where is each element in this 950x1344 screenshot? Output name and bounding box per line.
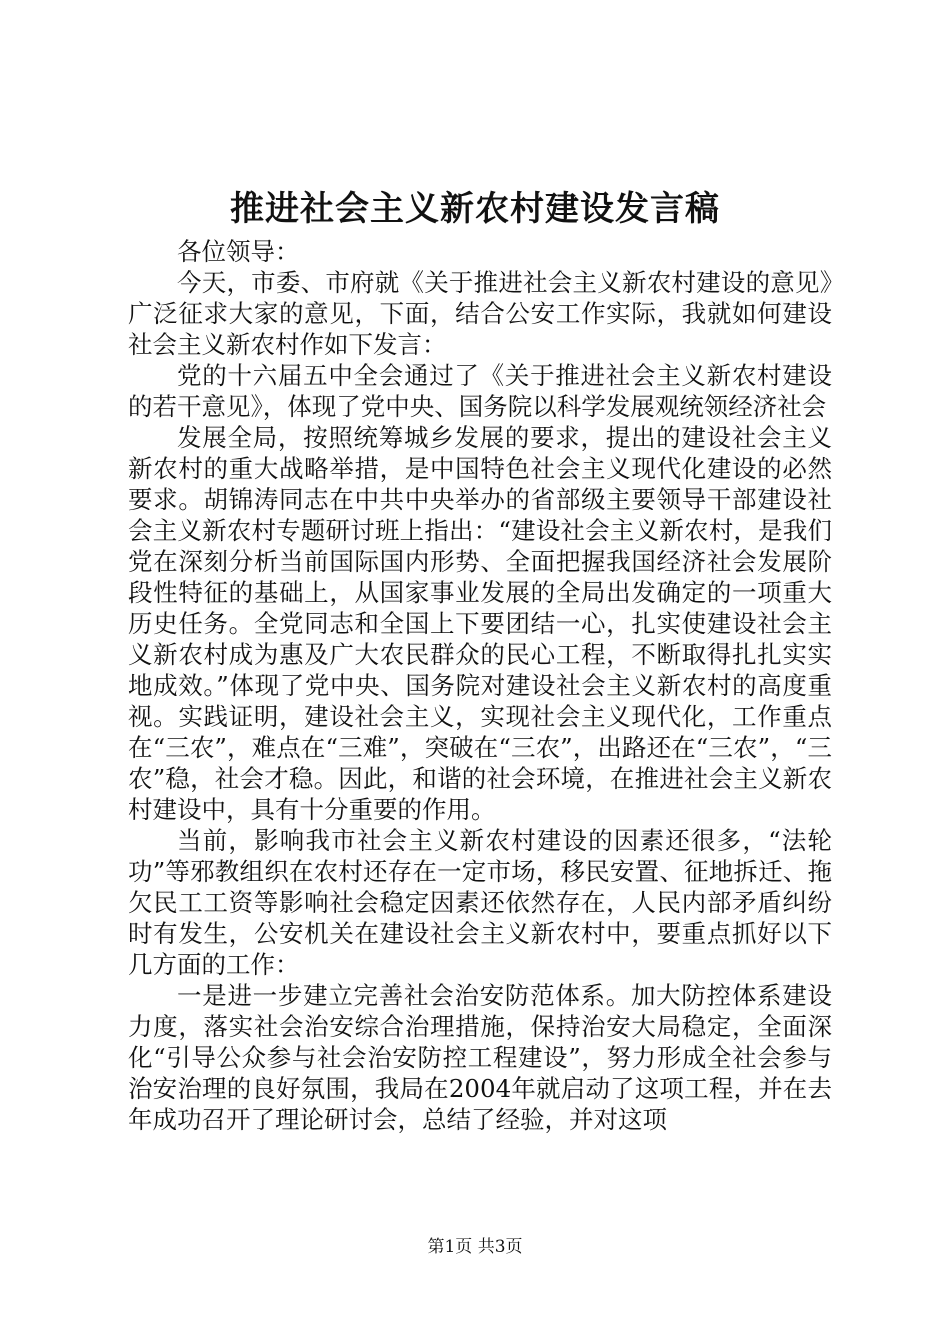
document-body [128, 236, 832, 1135]
page-number-footer: 第1页 共3页 [427, 1237, 523, 1257]
paragraph-party-plenum: 党的十六届五中全会通过了《关于推进社会主义新农村建设的若干意见》，体现了党中央、国务院以科学发展观统领经济社会 [128, 361, 832, 421]
paragraph-development: 发展全局，按照统筹城乡发展的要求，提出的建设社会主义新农村的重大战略举措，是中国特色社会主义现代化建设的必然要求。胡锦涛同志在中共中央举办的省部级主要领导干部建设社会主义新农村专题研讨班上指出：“建设社会主义新农村，是我们党在深刻分析当前国际国内形势、全面把握我国经济社会发展阶段性特征的基础上，从国家事业发展的全局出发确定的一项重大历史任务。全党同志和全国上下要团结一心，扎实使建设社会主义新农村成为惠及广大农民群众的民心工程，不断取得扎扎实实地成效。”体现了党中央、国务院对建设社会主义新农村的高度重视。实践证明，建设社会主义，实现社会主义现代化，工作重点在“三农”，难点在“三难”，突破在“三农”，出路还在“三农”，“三农”稳，社会才稳。因此，和谐的社会环境，在推进社会主义新农村建设中，具有十分重要的作用。 [128, 423, 832, 824]
paragraph-first-point: 一是进一步建立完善社会治安防范体系。加大防控体系建设力度，落实社会治安综合治理措施，保持治安大局稳定，全面深化“引导公众参与社会治安防控工程建设”，努力形成全社会参与治安治理的良好氛围，我局在2004年就启动了这项工程，并在去年成功召开了理论研讨会，总结了经验，并对这项 [128, 981, 832, 1134]
document-title: 推进社会主义新农村建设发言稿 [230, 189, 720, 229]
paragraph-intro: 今天，市委、市府就《关于推进社会主义新农村建设的意见》广泛征求大家的意见，下面，结合公安工作实际，我就如何建设社会主义新农村作如下发言： [128, 268, 832, 359]
paragraph-current-factors: 当前，影响我市社会主义新农村建设的因素还很多，“法轮功”等邪教组织在农村还存在一定市场，移民安置、征地拆迁、拖欠民工工资等影响社会稳定因素还依然存在，人民内部矛盾纠纷时有发生，公安机关在建设社会主义新农村中，要重点抓好以下几方面的工作： [128, 826, 832, 979]
paragraph-salutation: 各位领导： [177, 237, 300, 266]
